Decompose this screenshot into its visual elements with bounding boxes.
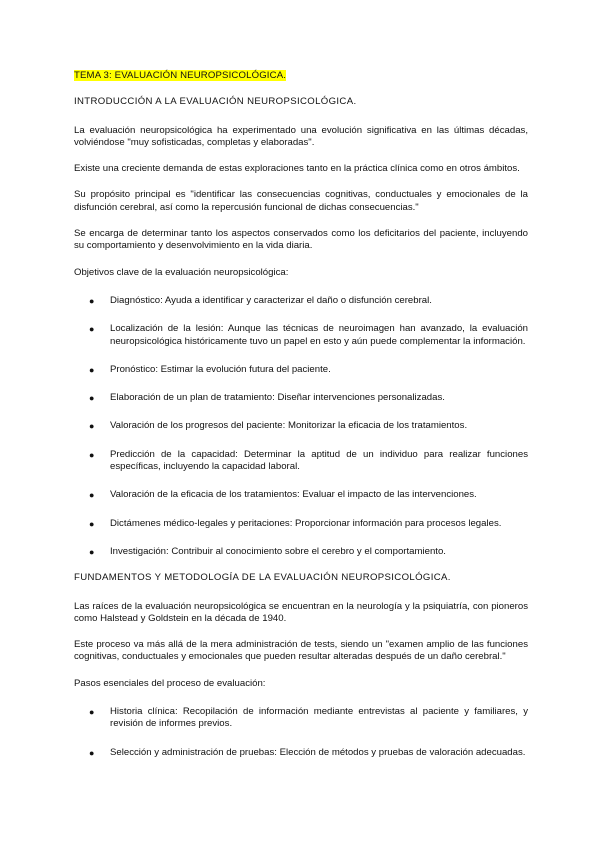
bullet-icon: ●: [89, 707, 95, 718]
list-item-text: Pronóstico: Estimar la evolución futura del paciente.: [110, 363, 331, 375]
bullet-icon: ●: [89, 490, 95, 501]
list-item-text: Valoración de la eficacia de los tratamientos: Evaluar el impacto de las intervenciones.: [110, 489, 477, 501]
section-heading-fundamentals: FUNDAMENTOS Y METODOLOGÍA DE LA EVALUACIÓN NEUROPSICOLÓGICA.: [74, 572, 451, 584]
list-item: [74, 747, 528, 759]
paragraph: La evaluación neuropsicológica ha experimentado una evolución significativa en las últimas décadas, volviéndose "muy sofisticadas, completas y elaboradas".: [74, 124, 528, 148]
objectives-list: [74, 295, 528, 558]
steps-label: Pasos esenciales del proceso de evaluación:: [74, 677, 266, 689]
bullet-icon: ●: [89, 393, 95, 404]
list-item-text: Dictámenes médico-legales y peritaciones: Proporcionar información para procesos legales.: [110, 517, 502, 529]
objectives-label: Objetivos clave de la evaluación neuropsicológica:: [74, 266, 289, 278]
list-item-text: Diagnóstico: Ayuda a identificar y caracterizar el daño o disfunción cerebral.: [110, 294, 432, 306]
list-item: [74, 295, 528, 307]
list-item-text: Historia clínica: Recopilación de información mediante entrevistas al paciente y familiares, y revisión de informes previos.: [110, 706, 528, 730]
list-item-text: Selección y administración de pruebas: Elección de métodos y pruebas de valoración adecuadas.: [110, 746, 526, 758]
list-item-text: Valoración de los progresos del paciente: Monitorizar la eficacia de los tratamientos.: [110, 420, 468, 432]
list-item: [74, 449, 528, 474]
paragraph: Se encarga de determinar tanto los aspectos conservados como los deficitarios del paciente, incluyendo su comportamiento y desenvolvimiento en la vida diaria.: [74, 228, 528, 252]
paragraph: Su propósito principal es "identificar las consecuencias cognitivas, conductuales y emocionales de la disfunción cerebral, así como la repercusión funcional de dichas consecuencias.": [74, 189, 528, 213]
list-item: [74, 323, 528, 348]
list-item: [74, 706, 528, 731]
bullet-icon: ●: [89, 747, 95, 758]
bullet-icon: ●: [89, 546, 95, 557]
bullet-icon: ●: [89, 364, 95, 375]
list-item: [74, 489, 528, 501]
steps-list: [74, 706, 528, 759]
list-item: [74, 364, 528, 376]
document-title: [74, 70, 528, 82]
list-item-text: Elaboración de un plan de tratamiento: Diseñar intervenciones personalizadas.: [110, 392, 445, 404]
bullet-icon: ●: [89, 421, 95, 432]
bullet-icon: ●: [89, 324, 95, 335]
bullet-icon: ●: [89, 295, 95, 306]
document-page: [74, 70, 528, 775]
bullet-icon: ●: [89, 449, 95, 460]
paragraph: Las raíces de la evaluación neuropsicológica se encuentran en la neurología y la psiquiatría, con pioneros como Halstead y Goldstein en la década de 1940.: [74, 600, 528, 624]
list-item-text: Localización de la lesión: Aunque las técnicas de neuroimagen han avanzado, la evaluación neuropsicológica históricamente tuvo un papel en esto y aún puede complementar la información.: [110, 323, 528, 347]
paragraph: Existe una creciente demanda de estas exploraciones tanto en la práctica clínica como en otros ámbitos.: [74, 163, 520, 175]
list-item: [74, 420, 528, 432]
list-item-text: Investigación: Contribuir al conocimiento sobre el cerebro y el comportamiento.: [110, 545, 446, 557]
list-item: [74, 546, 528, 558]
section-heading-introduction: INTRODUCCIÓN A LA EVALUACIÓN NEUROPSICOLÓGICA.: [74, 96, 357, 108]
list-item-text: Predicción de la capacidad: Determinar la aptitud de un individuo para realizar funciones específicas, incluyendo la capacidad laboral.: [110, 448, 528, 473]
list-item: [74, 518, 528, 530]
highlighted-title: TEMA 3: EVALUACIÓN NEUROPSICOLÓGICA.: [74, 70, 287, 81]
bullet-icon: ●: [89, 518, 95, 529]
list-item: [74, 392, 528, 404]
paragraph: Este proceso va más allá de la mera administración de tests, siendo un "examen amplio de las funciones cognitivas, conductuales y emocionales que pueden resultar alteradas después de un daño cerebral.": [74, 639, 528, 663]
